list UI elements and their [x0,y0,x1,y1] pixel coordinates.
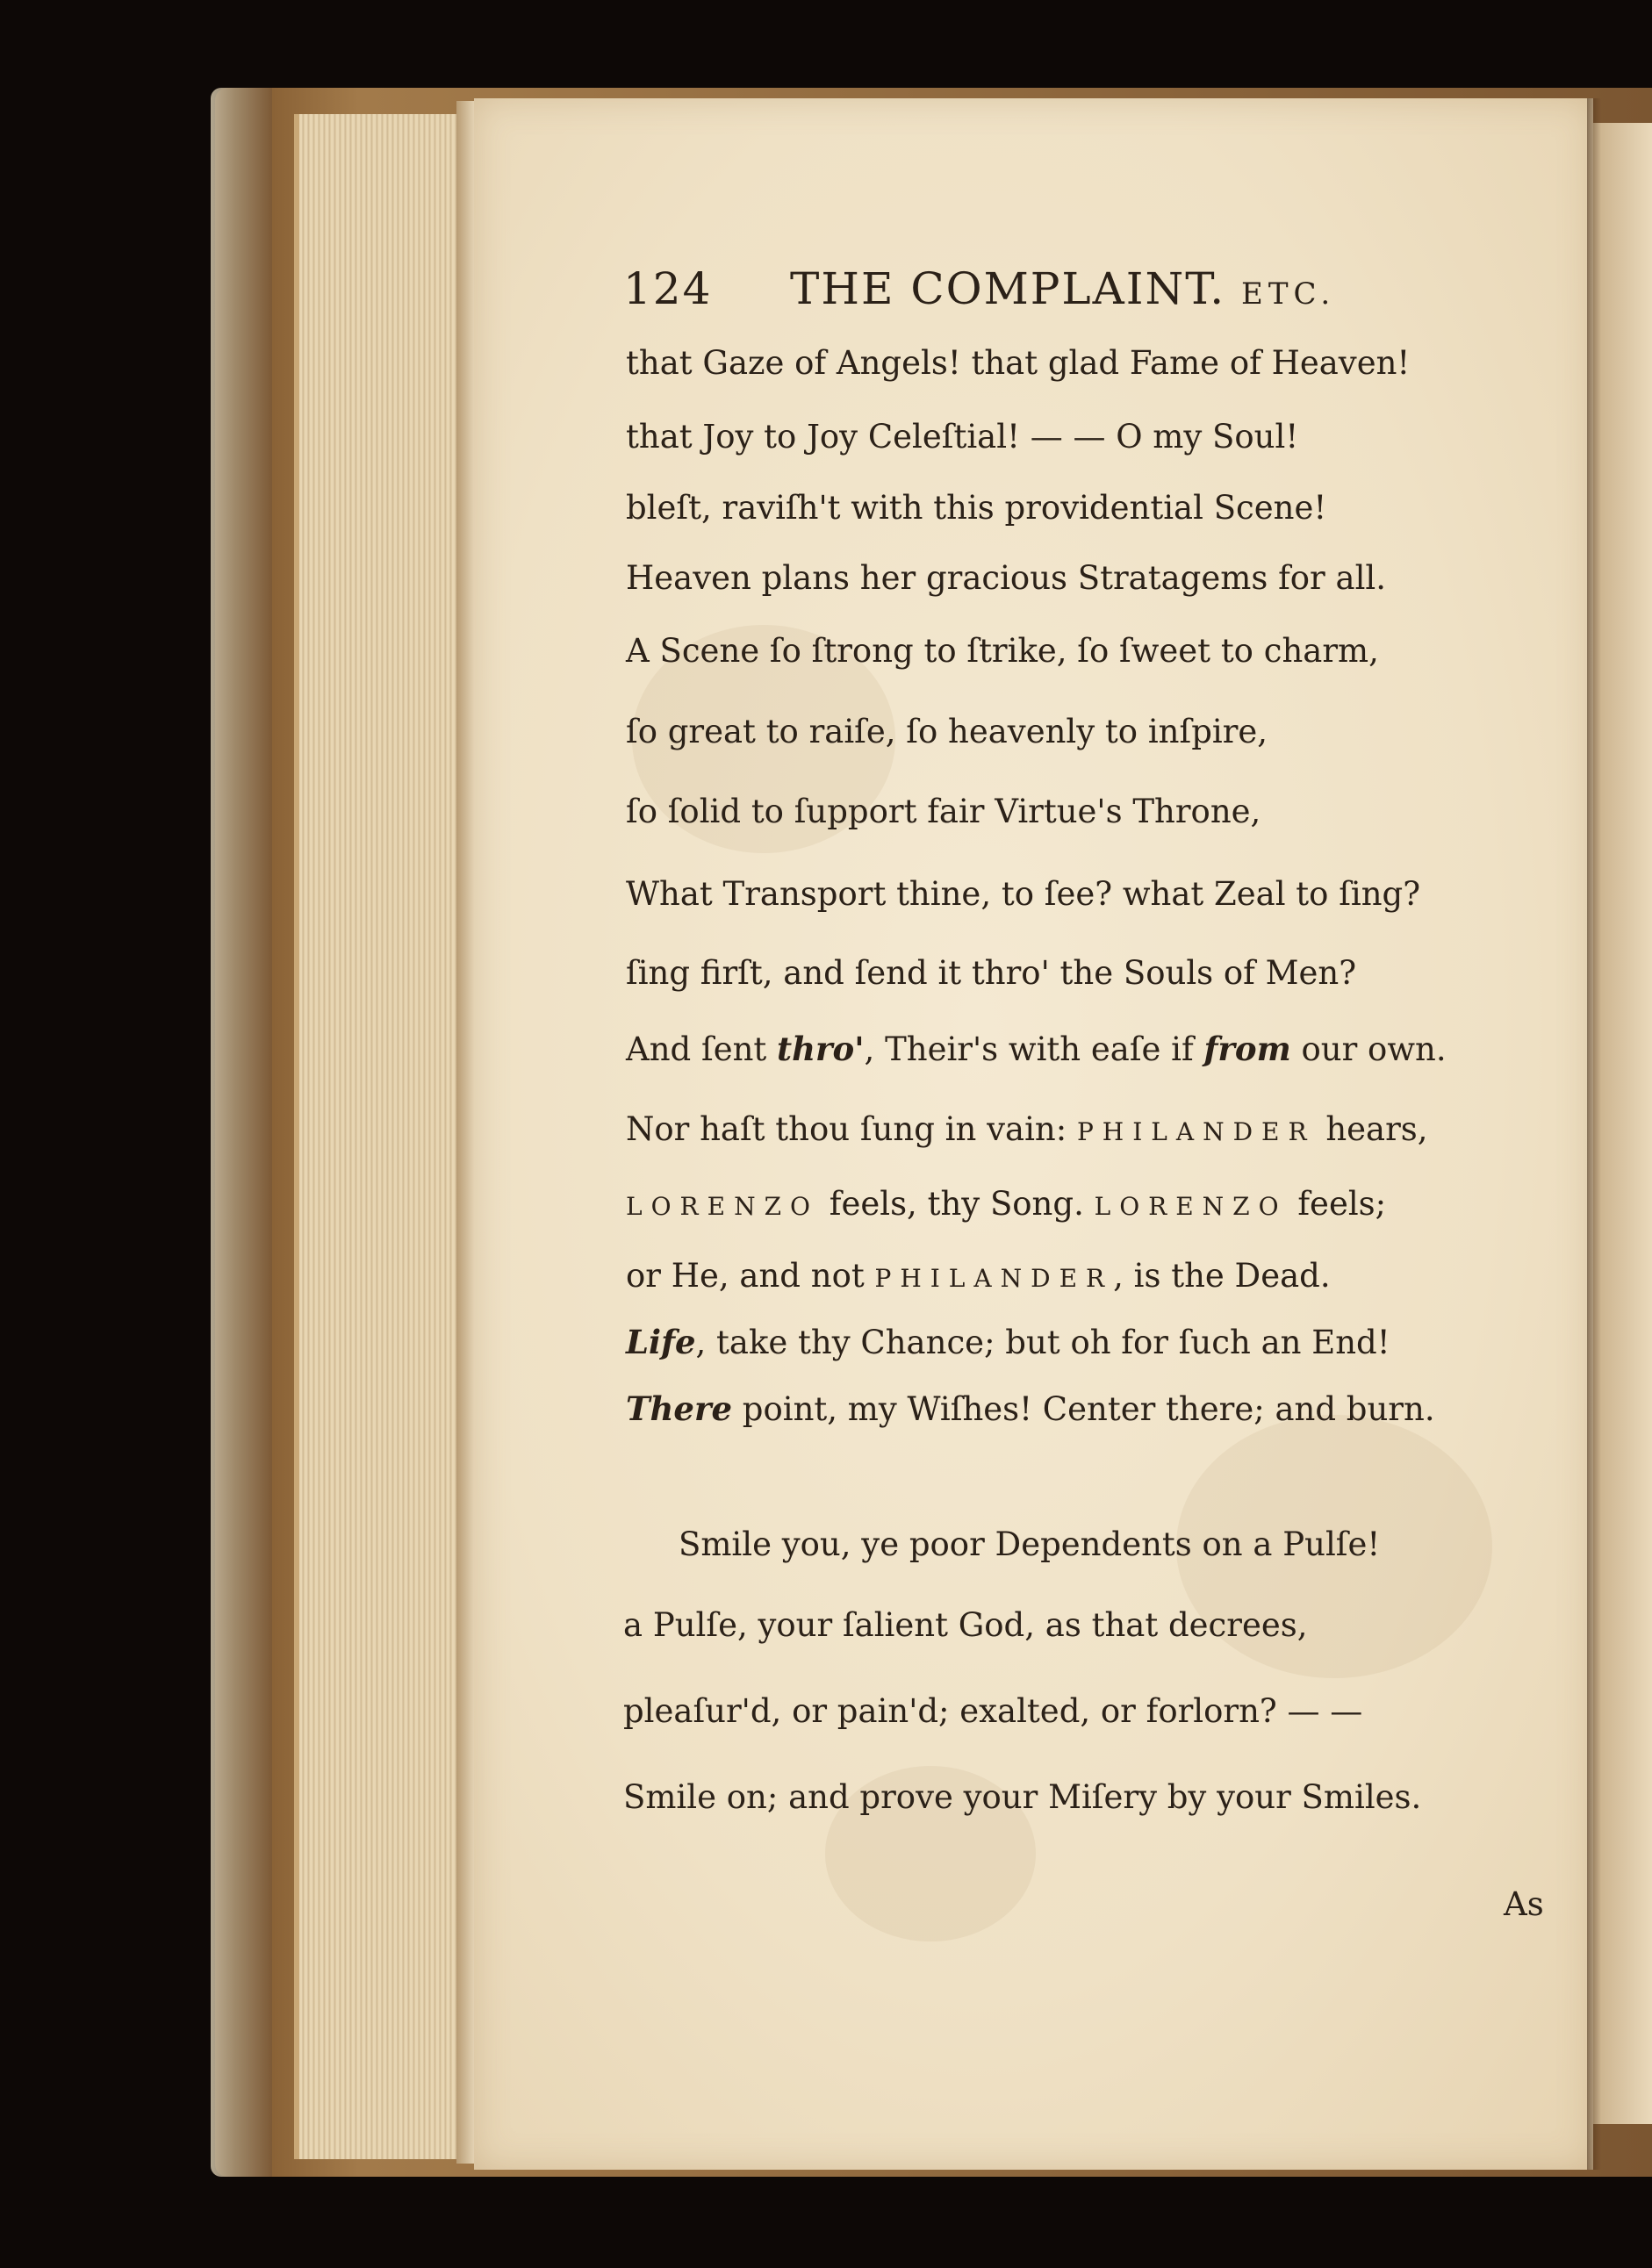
verse-line: ſo ſolid to ſupport fair Virtue's Throne, [626,793,1261,830]
verse-line: pleaſur'd, or pain'd; exalted, or forlorn? — — [623,1692,1363,1730]
running-title-text: THE COMPLAINT. [790,263,1226,314]
worn-spine [211,88,272,2177]
verse-line: ſo great to raiſe, ſo heavenly to inſpire, [626,713,1268,750]
verse-text: feels, thy Song. [818,1185,1095,1223]
verse-line: What Transport thine, to ſee? what Zeal to ſing? [626,875,1421,913]
verse-line: ſing firſt, and ſend it thro' the Souls of Men? [626,954,1357,992]
verse-line [626,1110,1428,1148]
verse-smallcaps: LORENZO [626,1192,819,1221]
verse-italic: from [1203,1030,1291,1068]
page-edges [294,114,479,2159]
verse-line: that Gaze of Angels! that glad Fame of Heaven! [626,344,1411,382]
page-number: 124 [623,263,713,314]
verse-italic: There [626,1389,733,1428]
verse-smallcaps: PHILANDER [874,1264,1114,1293]
verse-line [626,1323,1390,1361]
verse-italic: Life [626,1323,696,1361]
verse-line: A Scene ſo ſtrong to ſtrike, ſo ſweet to charm, [626,632,1379,670]
verse-text: Nor haſt thou ſung in vain: [626,1110,1077,1148]
verse-text: And ſent [626,1030,778,1068]
verse-line: that Joy to Joy Celeſtial! — — O my Soul! [626,418,1299,456]
verse-line [626,1030,1447,1068]
facing-page-edge [1593,123,1652,2124]
verse-line [626,1389,1435,1428]
verse-line: bleſt, raviſh't with this providential Scene! [626,489,1327,527]
verse-line: Smile on; and prove your Miſery by your Smiles. [623,1778,1422,1816]
verse-text: feels; [1287,1185,1387,1223]
catchword: As [1504,1885,1544,1923]
running-title-etc: ETC. [1241,276,1336,312]
verse-smallcaps: PHILANDER [1076,1117,1316,1146]
verse-text: or He, and not [626,1257,875,1295]
facing-shadow [1587,98,1601,2170]
verse-text: our own. [1290,1030,1447,1068]
verse-text: , Their's with eaſe if [864,1030,1204,1068]
gutter-edge [456,101,476,2164]
verse-text: point, my Wiſhes! Center there; and burn. [732,1390,1435,1428]
verse-line: Smile you, ye poor Dependents on a Pulſe! [679,1525,1381,1563]
verse-text: , is the Dead. [1113,1257,1331,1295]
verse-smallcaps: LORENZO [1094,1192,1288,1221]
verse-text: hears, [1315,1110,1428,1148]
verse-line: Heaven plans her gracious Stratagems for all. [626,559,1386,597]
verse-line [626,1185,1386,1223]
verse-italic: thro' [777,1030,865,1068]
verse-line [626,1257,1331,1295]
running-title [790,263,1335,314]
verse-line: a Pulſe, your ſalient God, as that decrees, [623,1606,1308,1644]
verse-text: , take thy Chance; but oh for ſuch an End! [695,1324,1390,1361]
